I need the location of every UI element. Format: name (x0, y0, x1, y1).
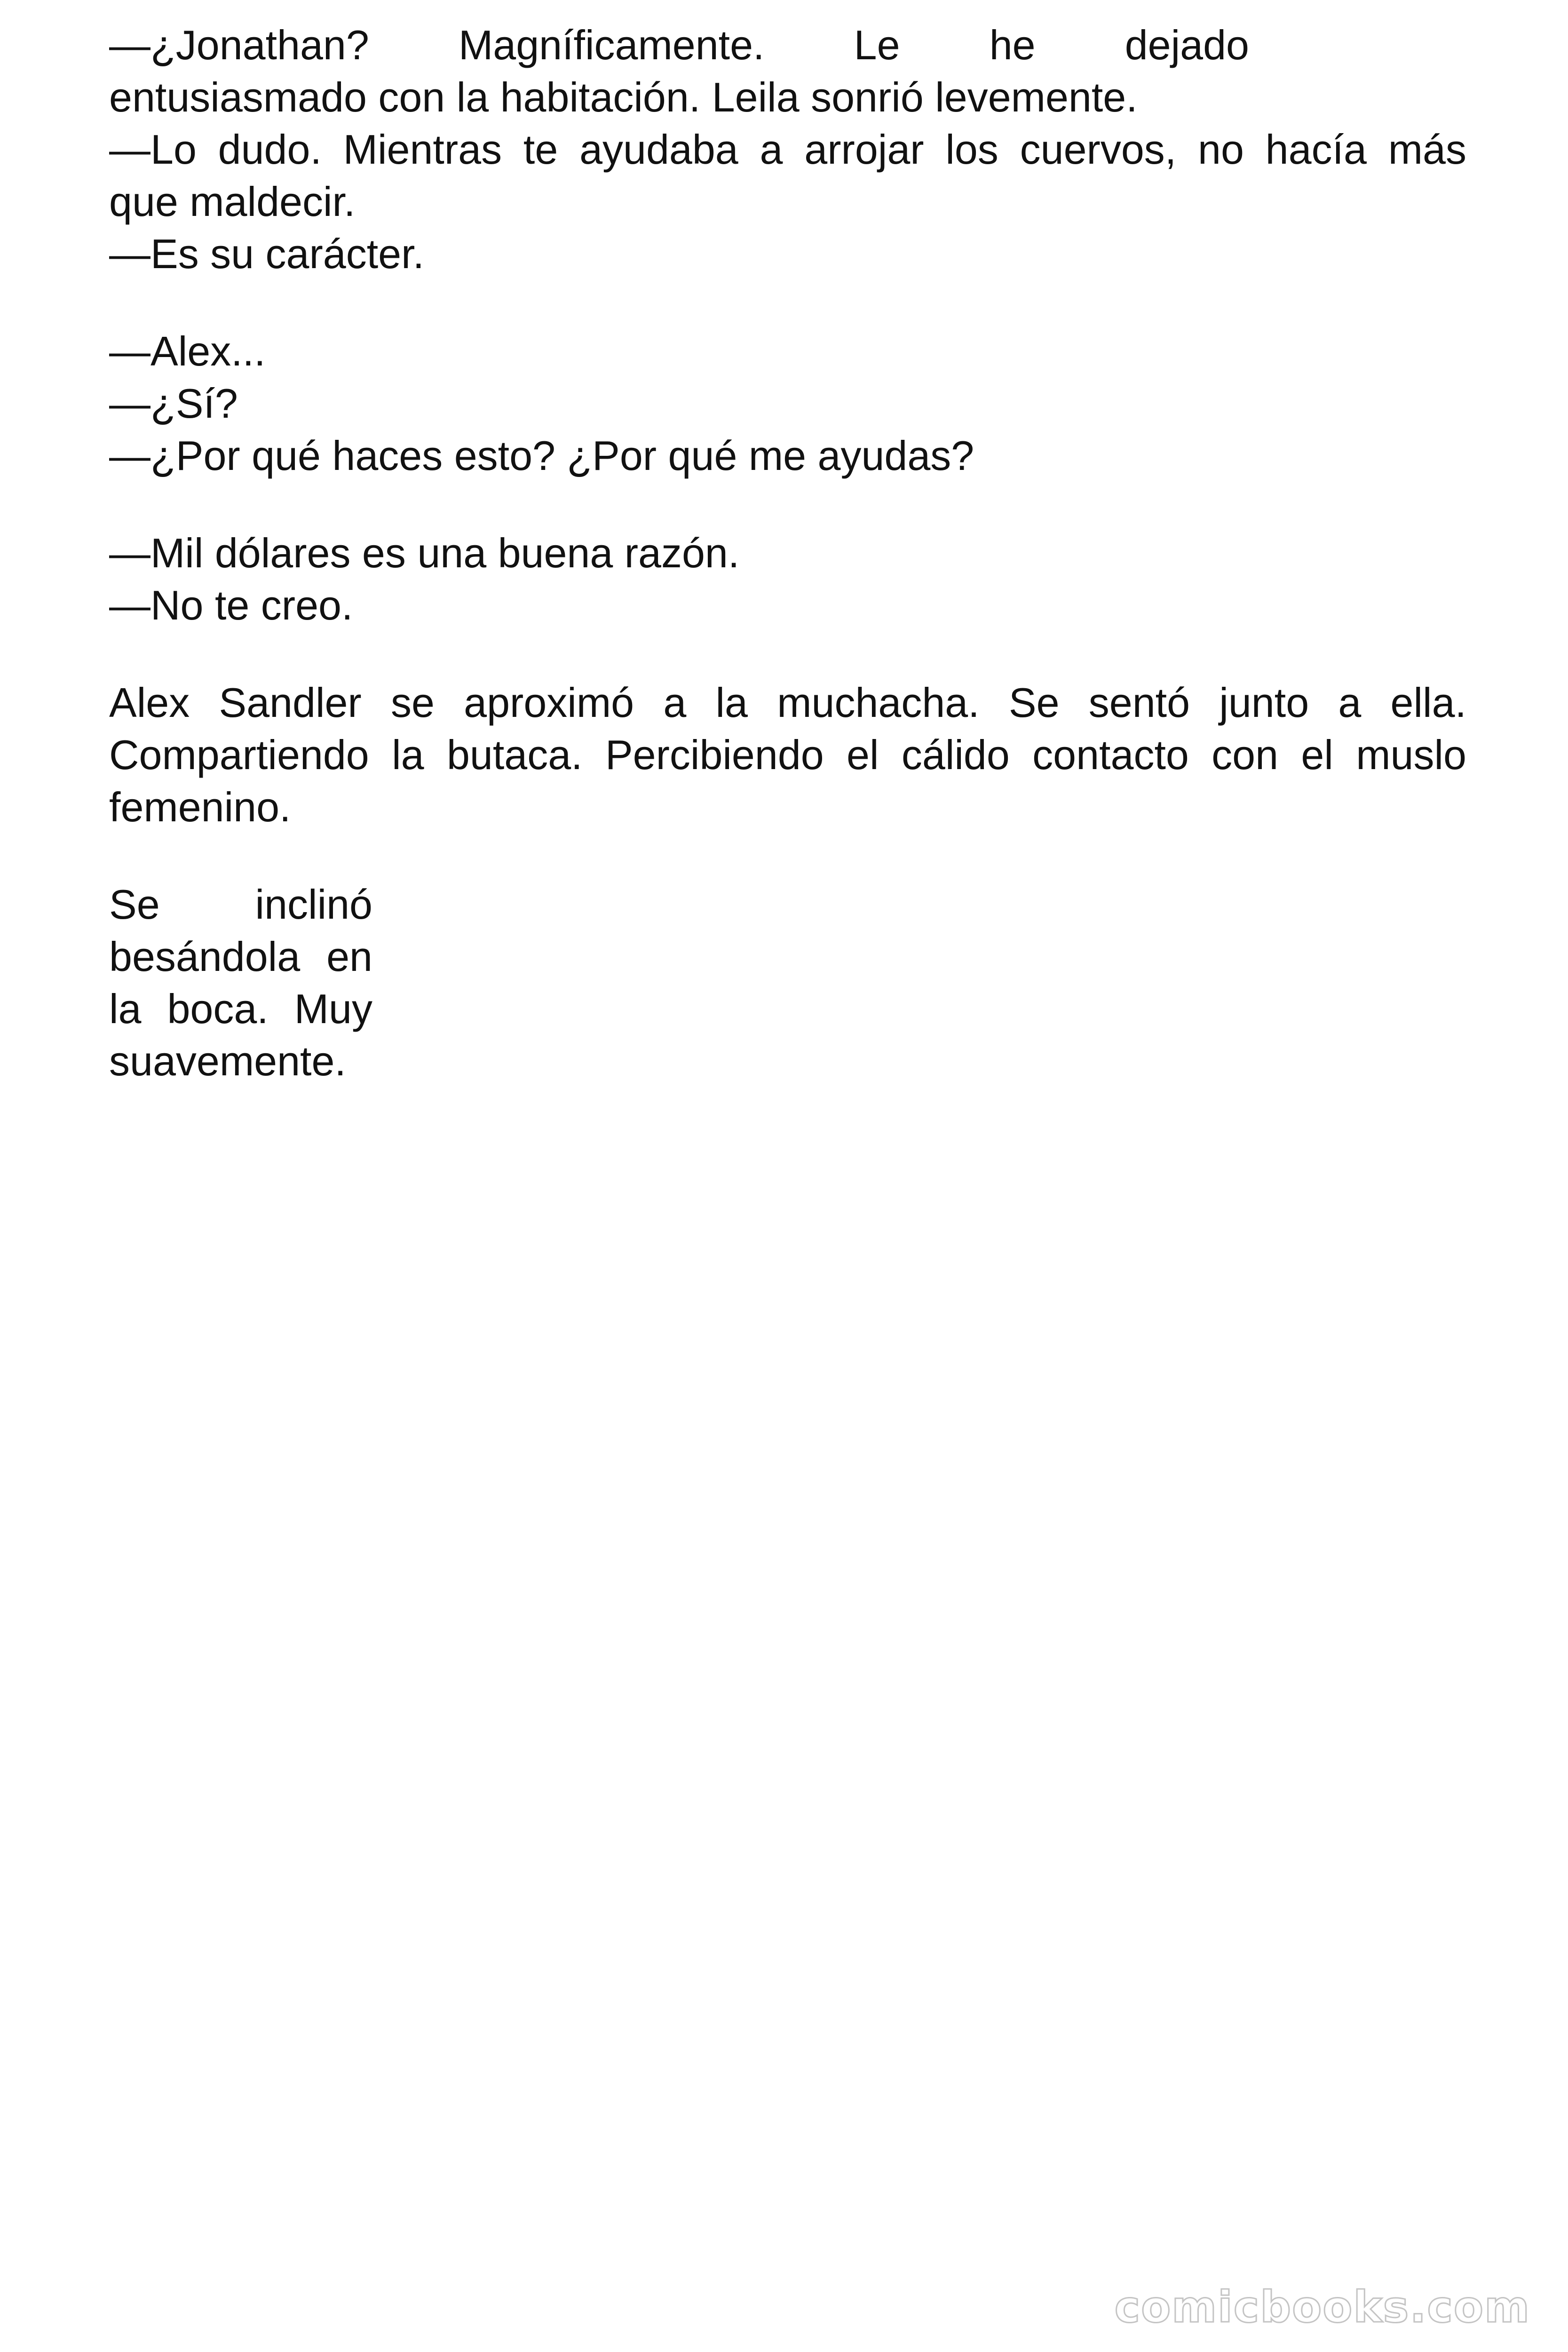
watermark-text: comicbooks.com (1114, 2282, 1530, 2332)
text-line: —Alex... (109, 328, 266, 374)
paragraph-spacer (109, 280, 1466, 325)
text-line: —¿Jonathan? Magníficamente. Le he dejado (109, 22, 1249, 68)
paragraph (109, 676, 1466, 833)
text-line: —Lo dudo. Mientras te ayudaba a arrojar los cuervos, no hacía más (109, 126, 1466, 173)
paragraph-spacer (109, 631, 1466, 676)
text-line: —¿Sí? (109, 380, 238, 427)
paragraph-spacer (109, 833, 1466, 878)
paragraph-spacer (109, 482, 1466, 527)
text-line: que maldecir. (109, 178, 356, 225)
text-line: la boca. Muy (109, 985, 372, 1032)
paragraph (109, 325, 1466, 482)
text-line: —Mil dólares es una buena razón. (109, 530, 740, 576)
text-line: —No te creo. (109, 582, 353, 628)
text-line: Se inclinó (109, 881, 372, 928)
text-line: besándola en (109, 933, 372, 980)
text-line: —Es su carácter. (109, 230, 425, 277)
paragraph (109, 527, 1466, 631)
narrow-paragraph (109, 878, 372, 1087)
text-line: —¿Por qué haces esto? ¿Por qué me ayudas? (109, 432, 974, 479)
text-line: entusiasmado con la habitación. Leila sonrió levemente. (109, 74, 1138, 120)
text-line: Alex Sandler se aproximó a la muchacha. Se sentó junto a ella. (109, 679, 1466, 726)
text-line: Compartiendo la butaca. Percibiendo el cálido contacto con el muslo (109, 731, 1466, 778)
text-line: suavemente. (109, 1038, 346, 1084)
text-line: femenino. (109, 784, 291, 830)
document-page (109, 19, 1466, 1087)
paragraph (109, 19, 1466, 280)
